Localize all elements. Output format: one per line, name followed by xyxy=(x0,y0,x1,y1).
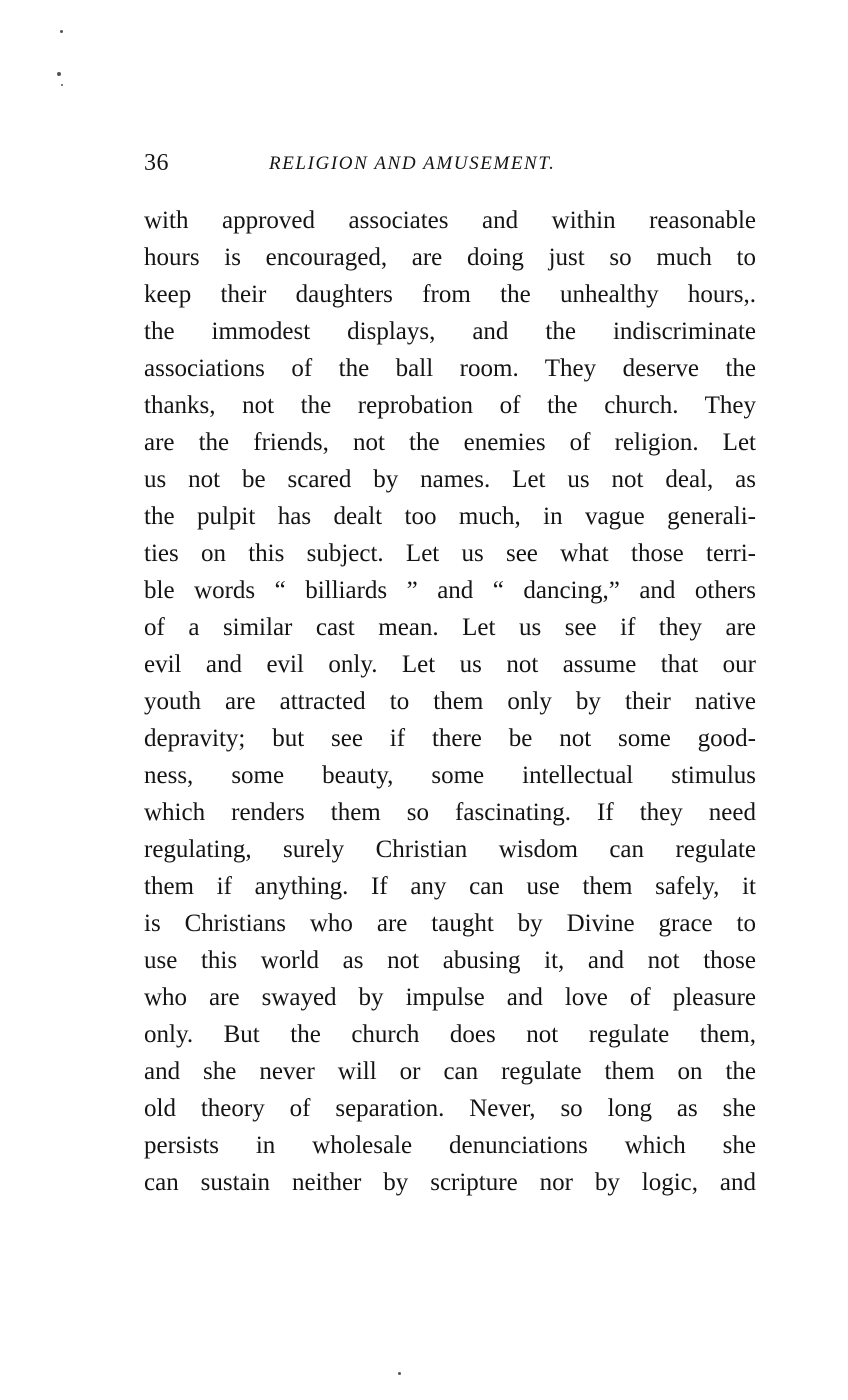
text-line: evil and evil only. Let us not assume that our xyxy=(144,651,756,678)
text-line: thanks, not the reprobation of the church. They xyxy=(144,392,756,419)
text-line: old theory of separation. Never, so long as she xyxy=(144,1095,756,1122)
scan-speck xyxy=(57,72,61,76)
running-head xyxy=(144,150,756,184)
page-number: 36 xyxy=(144,150,169,176)
text-line: depravity; but see if there be not some good- xyxy=(144,725,756,752)
scan-speck xyxy=(398,1372,401,1375)
body-text xyxy=(144,202,756,1201)
text-line: keep their daughters from the unhealthy hours,. xyxy=(144,281,756,308)
text-line: and she never will or can regulate them on the xyxy=(144,1058,756,1085)
text-line: only. But the church does not regulate them, xyxy=(144,1021,756,1048)
text-line: who are swayed by impulse and love of pleasure xyxy=(144,984,756,1011)
text-line: the immodest displays, and the indiscriminate xyxy=(144,318,756,345)
text-line: persists in wholesale denunciations which she xyxy=(144,1132,756,1159)
text-line: them if anything. If any can use them safely, it xyxy=(144,873,756,900)
text-line: the pulpit has dealt too much, in vague generali- xyxy=(144,503,756,530)
text-line: can sustain neither by scripture nor by logic, and xyxy=(144,1169,756,1196)
text-line: youth are attracted to them only by their native xyxy=(144,688,756,715)
text-line: regulating, surely Christian wisdom can regulate xyxy=(144,836,756,863)
running-title: RELIGION AND AMUSEMENT. xyxy=(269,153,556,174)
text-line: ble words “ billiards ” and “ dancing,” and others xyxy=(144,577,756,604)
scan-speck xyxy=(61,84,63,86)
text-line: of a similar cast mean. Let us see if they are xyxy=(144,614,756,641)
text-line: with approved associates and within reasonable xyxy=(144,207,756,234)
text-line: ness, some beauty, some intellectual stimulus xyxy=(144,762,756,789)
text-line: associations of the ball room. They deserve the xyxy=(144,355,756,382)
text-line: are the friends, not the enemies of religion. Let xyxy=(144,429,756,456)
scan-speck xyxy=(60,30,63,33)
text-line: use this world as not abusing it, and not those xyxy=(144,947,756,974)
text-line: hours is encouraged, are doing just so much to xyxy=(144,244,756,271)
text-line: us not be scared by names. Let us not deal, as xyxy=(144,466,756,493)
text-line: which renders them so fascinating. If they need xyxy=(144,799,756,826)
text-line: is Christians who are taught by Divine grace to xyxy=(144,910,756,937)
text-line: ties on this subject. Let us see what those terri- xyxy=(144,540,756,567)
